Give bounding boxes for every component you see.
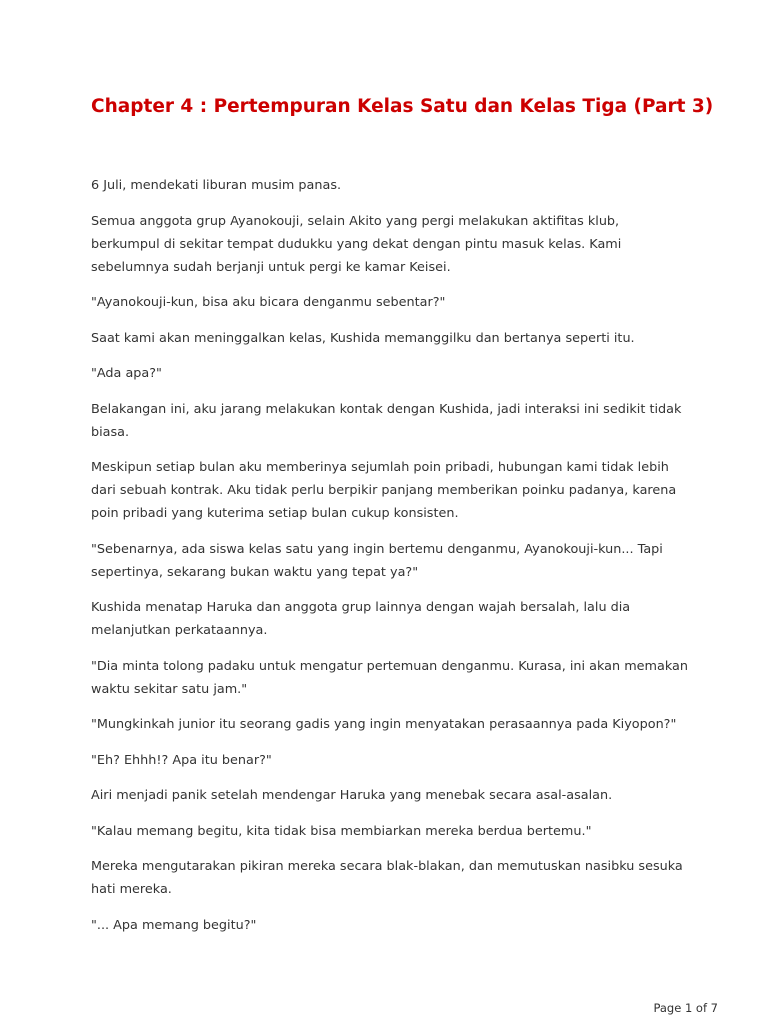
paragraph: "Sebenarnya, ada siswa kelas satu yang ingin bertemu denganmu, Ayanokouji-kun... Tapi sepertinya, sekarang bukan waktu yang tepat ya?" [91,541,663,580]
paragraph: "Ada apa?" [91,366,162,381]
paragraph: "... Apa memang begitu?" [91,917,257,933]
chapter-title: Chapter 4 : Pertempuran Kelas Satu dan Kelas Tiga (Part 3) [91,96,714,117]
paragraph: "Kalau memang begitu, kita tidak bisa membiarkan mereka berdua bertemu." [91,823,592,839]
paragraph: Belakangan ini, aku jarang melakukan kontak dengan Kushida, jadi interaksi ini sedikit tidak biasa. [91,401,682,440]
document-body [91,174,691,949]
paragraph: "Mungkinkah junior itu seorang gadis yang ingin menyatakan perasaannya pada Kiyopon?" [91,717,677,732]
paragraph: Kushida menatap Haruka dan anggota grup lainnya dengan wajah bersalah, lalu dia melanjutkan perkataannya. [91,600,631,638]
paragraph: 6 Juli, mendekati liburan musim panas. [91,178,342,193]
page-number: Page 1 of 7 [653,1001,718,1015]
paragraph: "Ayanokouji-kun, bisa aku bicara denganmu sebentar?" [91,295,446,310]
paragraph: Semua anggota grup Ayanokouji, selain Akito yang pergi melakukan aktifitas klub, berkumpul di sekitar tempat dudukku yang dekat dengan pintu masuk kelas. Kami sebelumnya sudah berjanji untuk pergi ke kamar Keisei. [91,213,622,275]
paragraph: Mereka mengutarakan pikiran mereka secara blak-blakan, dan memutuskan nasibku sesuka hati mereka. [91,859,683,897]
paragraph: "Dia minta tolong padaku untuk mengatur pertemuan denganmu. Kurasa, ini akan memakan waktu sekitar satu jam." [91,658,688,697]
paragraph: Airi menjadi panik setelah mendengar Haruka yang menebak secara asal-asalan. [91,788,613,803]
paragraph: Meskipun setiap bulan aku memberinya sejumlah poin pribadi, hubungan kami tidak lebih dari sebuah kontrak. Aku tidak perlu berpikir panjang memberikan poinku padanya, karena poin pribadi yang kuterima setiap bulan cukup konsisten. [91,460,677,521]
paragraph: Saat kami akan meninggalkan kelas, Kushida memanggilku dan bertanya seperti itu. [91,330,635,346]
paragraph: "Eh? Ehhh!? Apa itu benar?" [91,752,272,768]
